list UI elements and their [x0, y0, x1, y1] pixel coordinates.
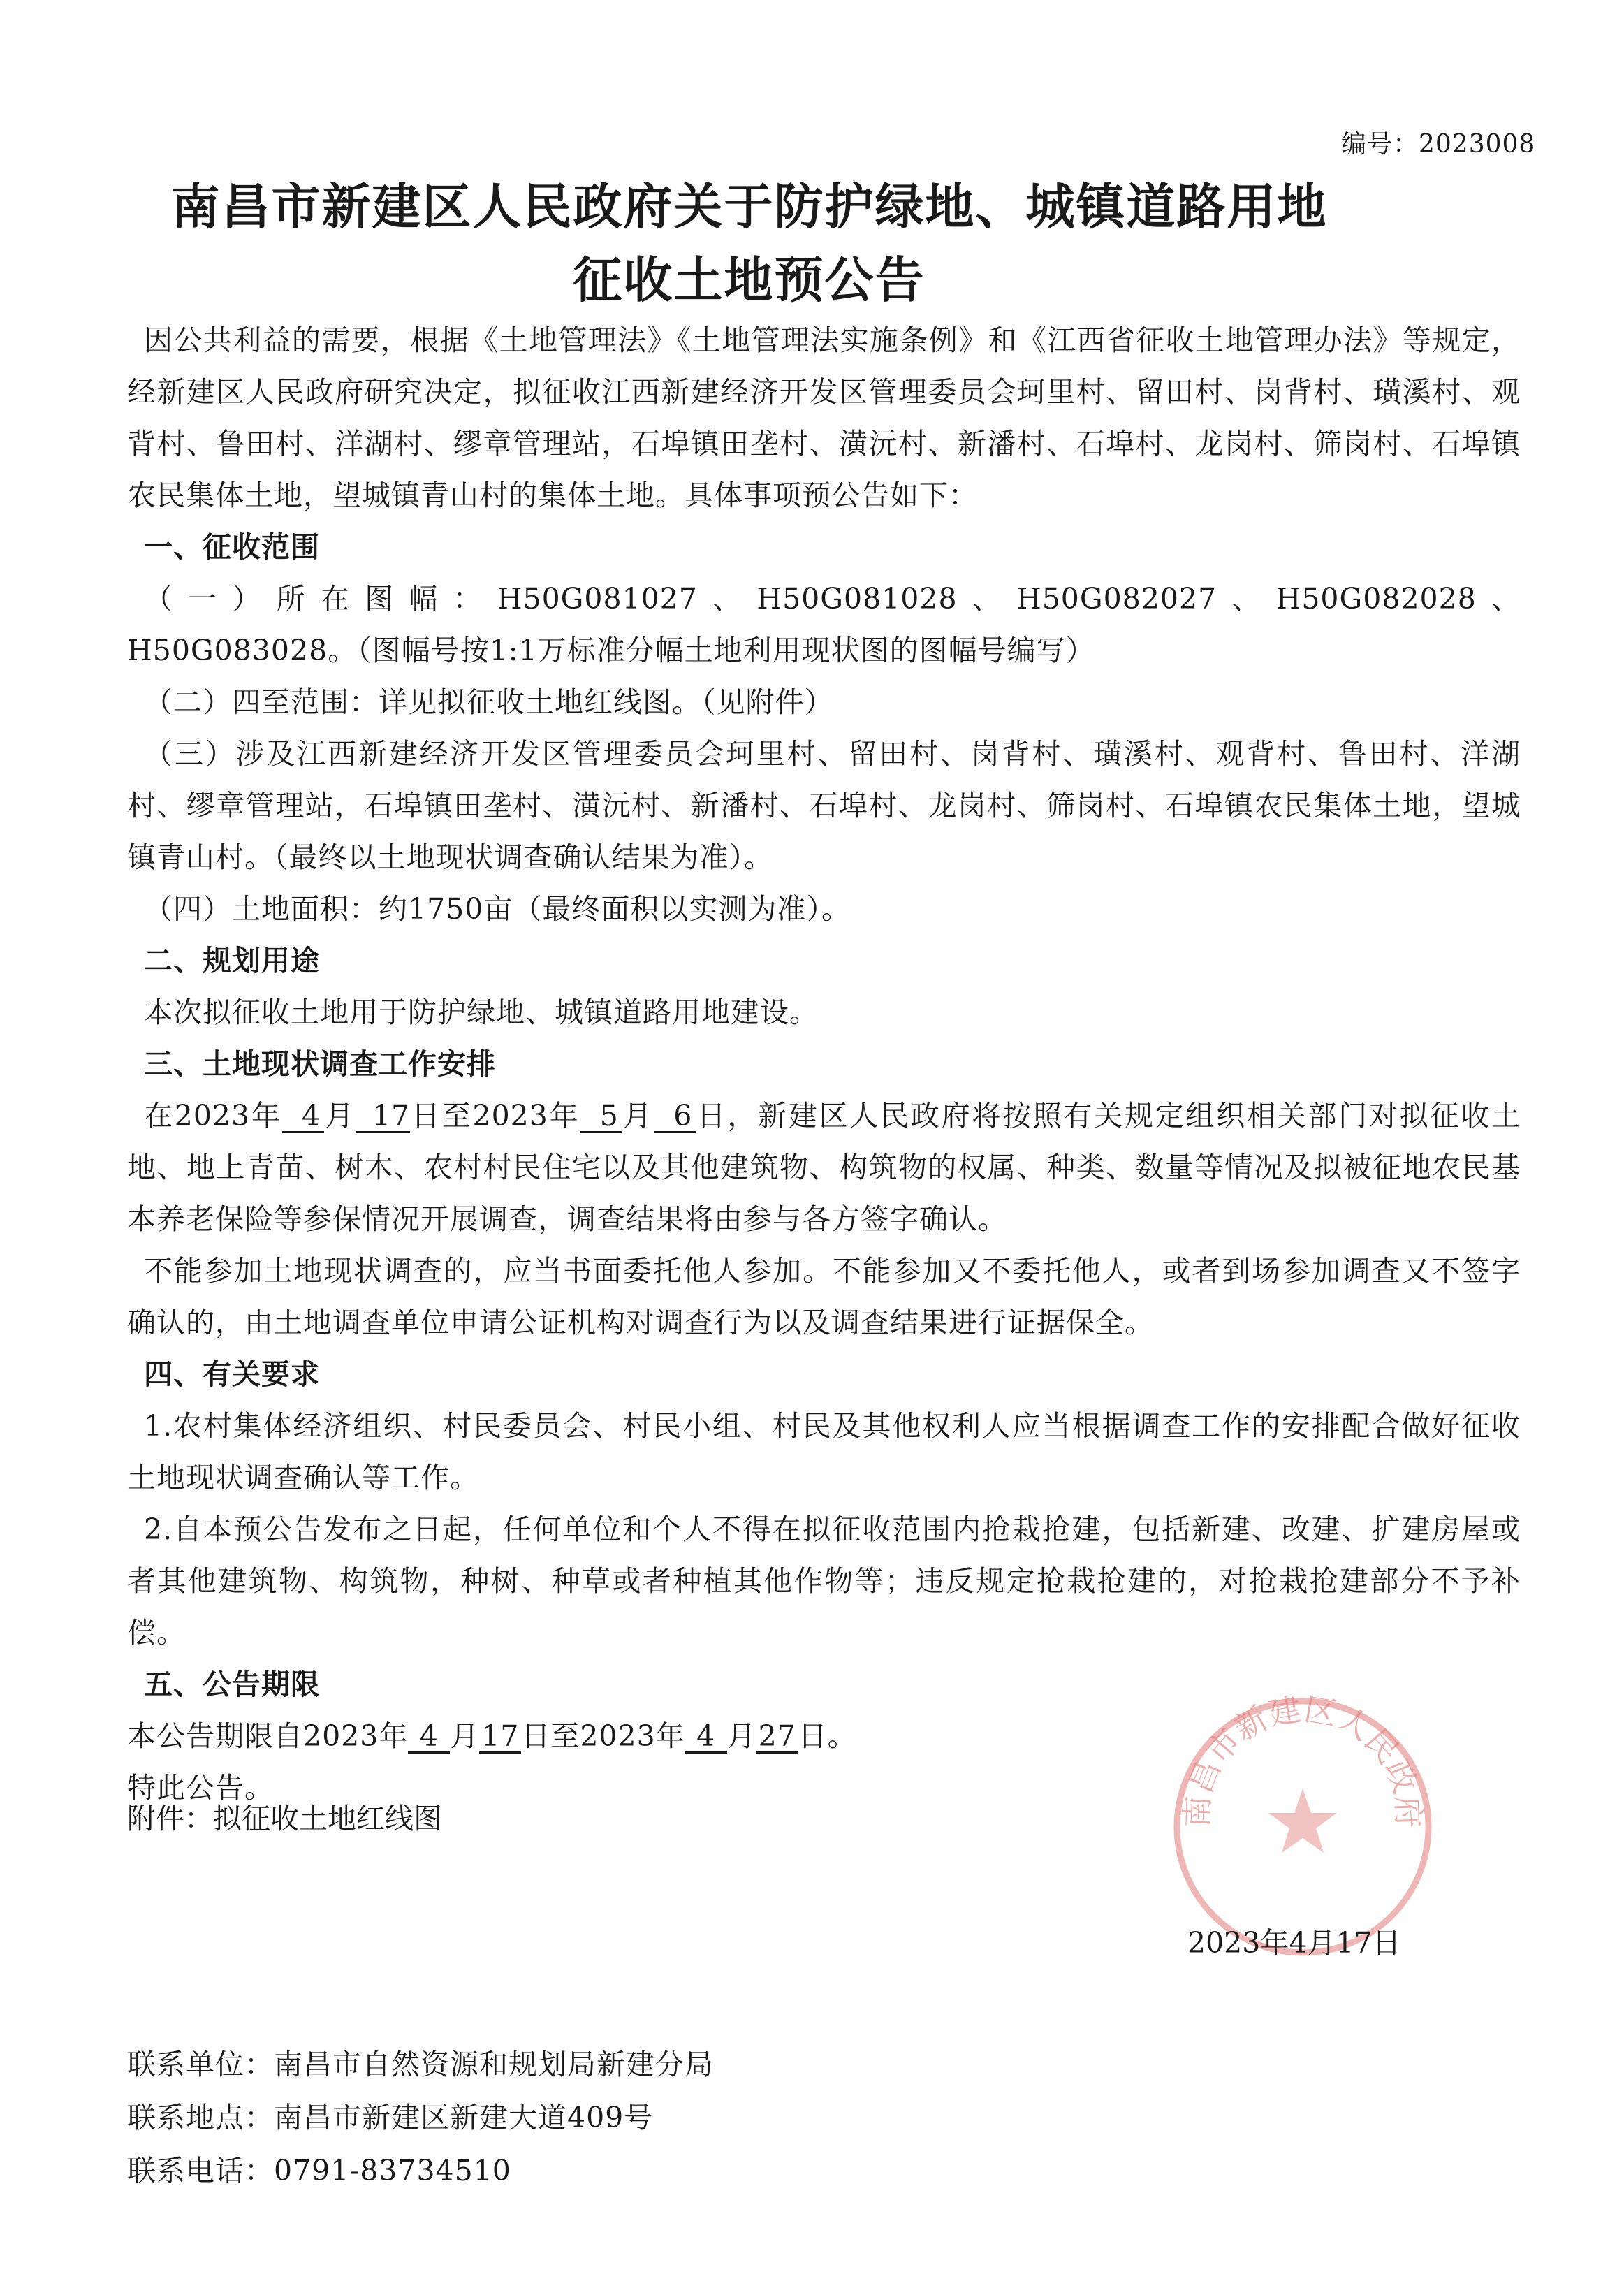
- title-line-2: 征收土地预公告: [573, 252, 926, 309]
- survey-text-a: 在2023年: [144, 1099, 282, 1132]
- section-1-item-4: （四）土地面积：约1750亩（最终面积以实测为准）。: [144, 892, 851, 926]
- period-text-e: 日。: [798, 1719, 857, 1753]
- section-4-item-1: 1.农村集体经济组织、村民委员会、村民小组、村民及其他权利人应当根据调查工作的安排配合做好征收土地现状调查确认等工作。: [127, 1409, 1521, 1494]
- period-end-day: 27: [756, 1721, 798, 1754]
- attachment-note: 附件：拟征收土地红线图: [127, 1802, 442, 1835]
- period-end-month: 4: [685, 1721, 727, 1754]
- section-3-paragraph-1: [127, 1090, 1521, 1245]
- section-5-heading: 五、公告期限: [144, 1668, 320, 1701]
- section-1-item-2: （二）四至范围：详见拟征收土地红线图。（见附件）: [144, 685, 834, 719]
- contact-phone: 联系电话：0791-83734510: [127, 2154, 511, 2187]
- survey-text-d: 月: [622, 1099, 654, 1132]
- survey-end-day: 6: [654, 1100, 696, 1133]
- period-text-a: 本公告期限自2023年: [127, 1719, 409, 1753]
- notice-body: [127, 314, 1521, 1814]
- period-start-month: 4: [408, 1721, 450, 1754]
- survey-end-month: 5: [580, 1100, 622, 1133]
- section-2-paragraph: 本次拟征收土地用于防护绿地、城镇道路用地建设。: [144, 996, 819, 1029]
- survey-text-b: 月: [323, 1099, 356, 1132]
- period-start-day: 17: [479, 1721, 521, 1754]
- seal-text-path: 南昌市新建区人民政府: [1178, 1691, 1428, 1829]
- contact-unit: 联系单位：南昌市自然资源和规划局新建分局: [127, 2048, 714, 2081]
- seal-star-icon: [1268, 1788, 1337, 1853]
- section-1-heading: 一、征收范围: [144, 530, 320, 564]
- survey-text-e: 日，新建区人民政府将按照有关规定组织相关部门对拟征收土地、地上青苗、树木、农村村民住宅以及其他建筑物、构筑物的权属、种类、数量等情况及拟被征地农民基本养老保险等参保情况开展调查，调查结果将由参与各方签字确认。: [127, 1099, 1521, 1236]
- survey-start-month: 4: [282, 1100, 324, 1133]
- section-4-heading: 四、有关要求: [144, 1357, 320, 1391]
- section-1-item-3: （三）涉及江西新建经济开发区管理委员会珂里村、留田村、岗背村、璜溪村、观背村、鲁田村、洋湖村、缪章管理站，石埠镇田垄村、潢沅村、新潘村、石埠村、龙岗村、筛岗村、石埠镇农民集体土地，望城镇青山村。（最终以土地现状调查确认结果为准）。: [127, 737, 1521, 874]
- period-text-d: 月: [726, 1719, 756, 1753]
- closing-text: 特此公告。: [127, 1771, 274, 1805]
- period-text-b: 月: [450, 1719, 480, 1753]
- section-1-item-1: （一）所在图幅：H50G081027、H50G081028、H50G082027、H50G082028、H50G083028。（图幅号按1:1万标准分幅土地利用现状图的图幅号编写）: [127, 582, 1521, 667]
- survey-start-day: 17: [356, 1100, 410, 1133]
- title-line-1: 南昌市新建区人民政府关于防护绿地、城镇道路用地: [170, 178, 1328, 235]
- section-4-item-2: 2.自本预公告发布之日起，任何单位和个人不得在拟征收范围内抢栽抢建，包括新建、改建、扩建房屋或者其他建筑物、构筑物，种树、种草或者种植其他作物等；违反规定抢栽抢建的，对抢栽抢建部分不予补偿。: [127, 1513, 1521, 1649]
- section-2-heading: 二、规划用途: [144, 944, 320, 977]
- survey-text-c: 日至2023年: [410, 1099, 580, 1132]
- document-number: 编号：2023008: [1341, 130, 1536, 159]
- section-3-paragraph-2: 不能参加土地现状调查的，应当书面委托他人参加。不能参加又不委托他人，或者到场参加调查又不签字确认的，由土地调查单位申请公证机构对调查行为以及调查结果进行证据保全。: [127, 1254, 1521, 1339]
- section-3-heading: 三、土地现状调查工作安排: [144, 1047, 496, 1081]
- intro-paragraph: 因公共利益的需要，根据《土地管理法》《土地管理法实施条例》和《江西省征收土地管理办法》等规定，经新建区人民政府研究决定，拟征收江西新建经济开发区管理委员会珂里村、留田村、岗背村、璜溪村、观背村、鲁田村、洋湖村、缪章管理站，石埠镇田垄村、潢沅村、新潘村、石埠村、龙岗村、筛岗村、石埠镇农民集体土地，望城镇青山村的集体土地。具体事项预公告如下：: [127, 323, 1521, 512]
- issue-date: 2023年4月17日: [1187, 1926, 1401, 1960]
- contact-address: 联系地点：南昌市新建区新建大道409号: [127, 2101, 654, 2134]
- period-text-c: 日至2023年: [521, 1719, 685, 1753]
